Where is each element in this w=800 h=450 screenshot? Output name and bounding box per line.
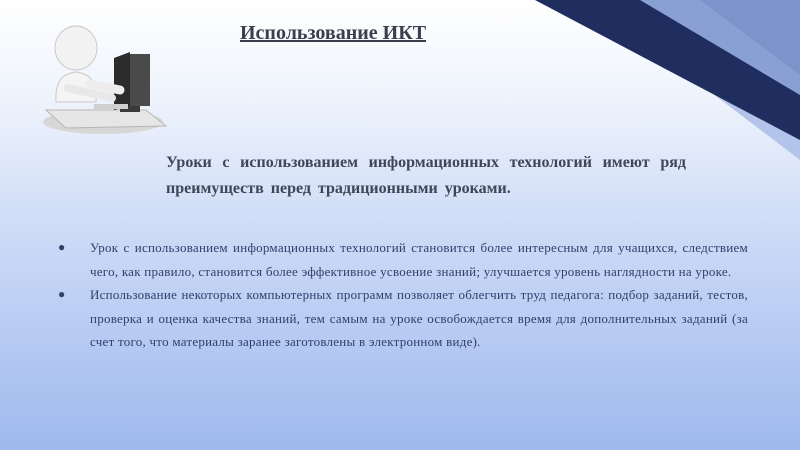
bullet-text: Урок с использованием информационных технологий становится более интересным для учащихся, следствием чего, как правило, становится более эффективное усвоение знаний; улучшается уровень наглядности на уроке.: [90, 240, 748, 279]
intro-paragraph: Уроки с использованием информационных технологий имеют ряд преимуществ перед традиционными уроками.: [166, 154, 686, 197]
person-at-computer-icon: [38, 18, 168, 138]
bullet-list: [58, 236, 748, 354]
bullet-item: [58, 283, 748, 354]
slide-title: Использование ИКТ: [240, 22, 427, 44]
bullet-text: Использование некоторых компьютерных программ позволяет облегчить труд педагога: подбор заданий, тестов, проверка и оценка качества знаний, тем самым на уроке освобождается время для дополнительных заданий (за счет того, что материалы заранее заготовлены в электронном виде).: [90, 287, 748, 349]
bullet-dot-icon: ●: [58, 287, 66, 301]
bullet-item: [58, 236, 748, 283]
bullet-dot-icon: ●: [58, 240, 66, 254]
